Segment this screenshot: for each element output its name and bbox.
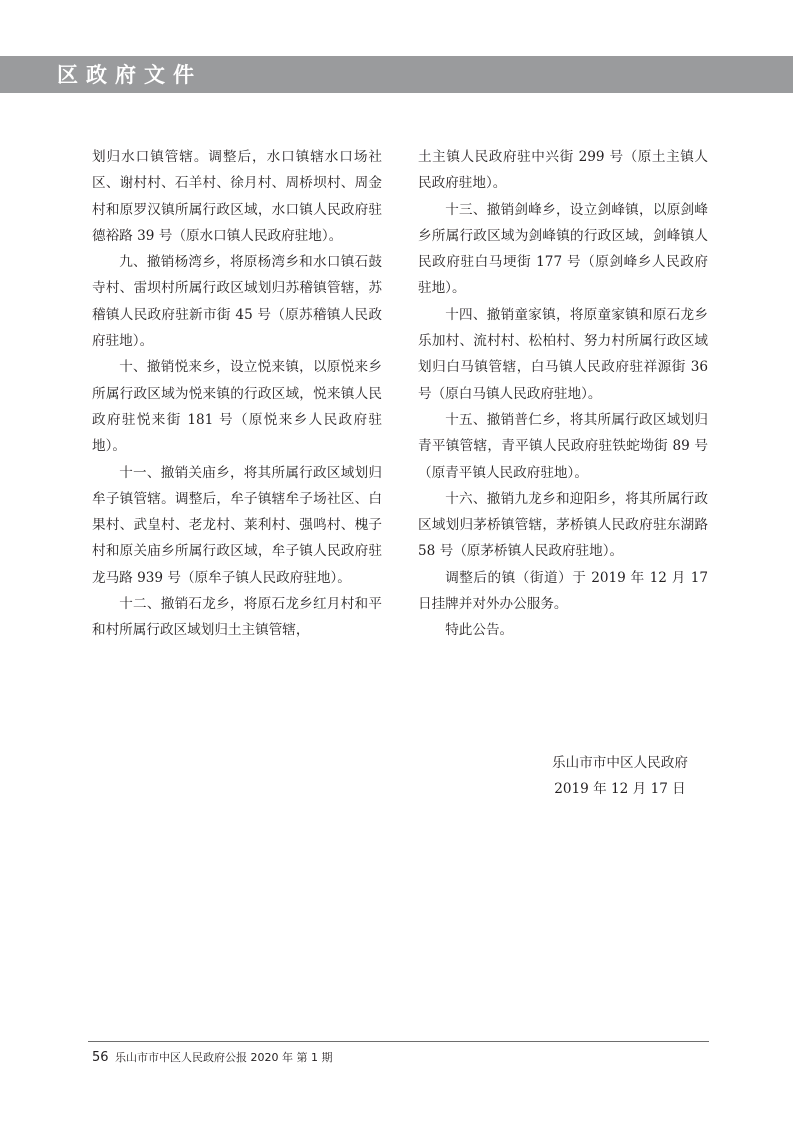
footer-divider (88, 1041, 709, 1042)
paragraph: 特此公告。 (445, 622, 514, 639)
paragraph: 九、撤销杨湾乡，将原杨湾乡和水口镇石鼓寺村、雷坝村所属行政区域划归苏稽镇管辖，苏稽镇人民政府驻新市街 45 号（原苏稽镇人民政府驻地）。 (92, 254, 382, 350)
paragraph: 十二、撤销石龙乡，将原石龙乡红月村和平和村所属行政区域划归土主镇管辖， (92, 596, 382, 639)
paragraph: 十、撤销悦来乡，设立悦来镇，以原悦来乡所属行政区域为悦来镇的行政区域，悦来镇人民政府驻悦来街 181 号（原悦来乡人民政府驻地）。 (92, 359, 382, 455)
paragraph: 土主镇人民政府驻中兴街 299 号（原土主镇人民政府驻地）。 (418, 149, 708, 192)
paragraph: 十四、撤销童家镇，将原童家镇和原石龙乡乐加村、流村村、松柏村、努力村所属行政区域划归白马镇管辖，白马镇人民政府驻祥源街 36 号（原白马镇人民政府驻地）。 (418, 306, 708, 402)
right-column (418, 144, 708, 644)
footer (92, 1050, 333, 1066)
paragraph: 划归水口镇管辖。调整后，水口镇辖水口场社区、谢村村、石羊村、徐月村、周桥坝村、周金村和原罗汉镇所属行政区域，水口镇人民政府驻德裕路 39 号（原水口镇人民政府驻地）。 (92, 149, 382, 244)
paragraph: 十五、撤销普仁乡，将其所属行政区域划归青平镇管辖，青平镇人民政府驻铁蛇坳街 89 号（原青平镇人民政府驻地）。 (418, 411, 708, 481)
paragraph: 调整后的镇（街道）于 2019 年 12 月 17 日挂牌并对外办公服务。 (418, 569, 708, 613)
paragraph: 十三、撤销剑峰乡，设立剑峰镇，以原剑峰乡所属行政区域为剑峰镇的行政区域，剑峰镇人民政府驻白马埂街 177 号（原剑峰乡人民政府驻地）。 (418, 201, 708, 297)
page-number: 56 (92, 1050, 109, 1065)
left-column (92, 144, 382, 644)
signature-date: 2019 年 12 月 17 日 (554, 781, 686, 797)
signature-org: 乐山市市中区人民政府 (552, 755, 688, 771)
publication-info: 乐山市市中区人民政府公报 2020 年 第 1 期 (115, 1051, 333, 1064)
section-title: 区政府文件 (57, 63, 202, 87)
signature-block (500, 750, 740, 802)
paragraph: 十一、撤销关庙乡，将其所属行政区域划归牟子镇管辖。调整后，牟子镇辖牟子场社区、白果村、武皇村、老龙村、莱利村、强鸣村、槐子村和原关庙乡所属行政区域，牟子镇人民政府驻龙马路 939 号（原牟子镇人民政府驻地）。 (92, 464, 382, 586)
paragraph: 十六、撤销九龙乡和迎阳乡，将其所属行政区域划归茅桥镇管辖，茅桥镇人民政府驻东湖路 58 号（原茅桥镇人民政府驻地）。 (418, 490, 708, 560)
